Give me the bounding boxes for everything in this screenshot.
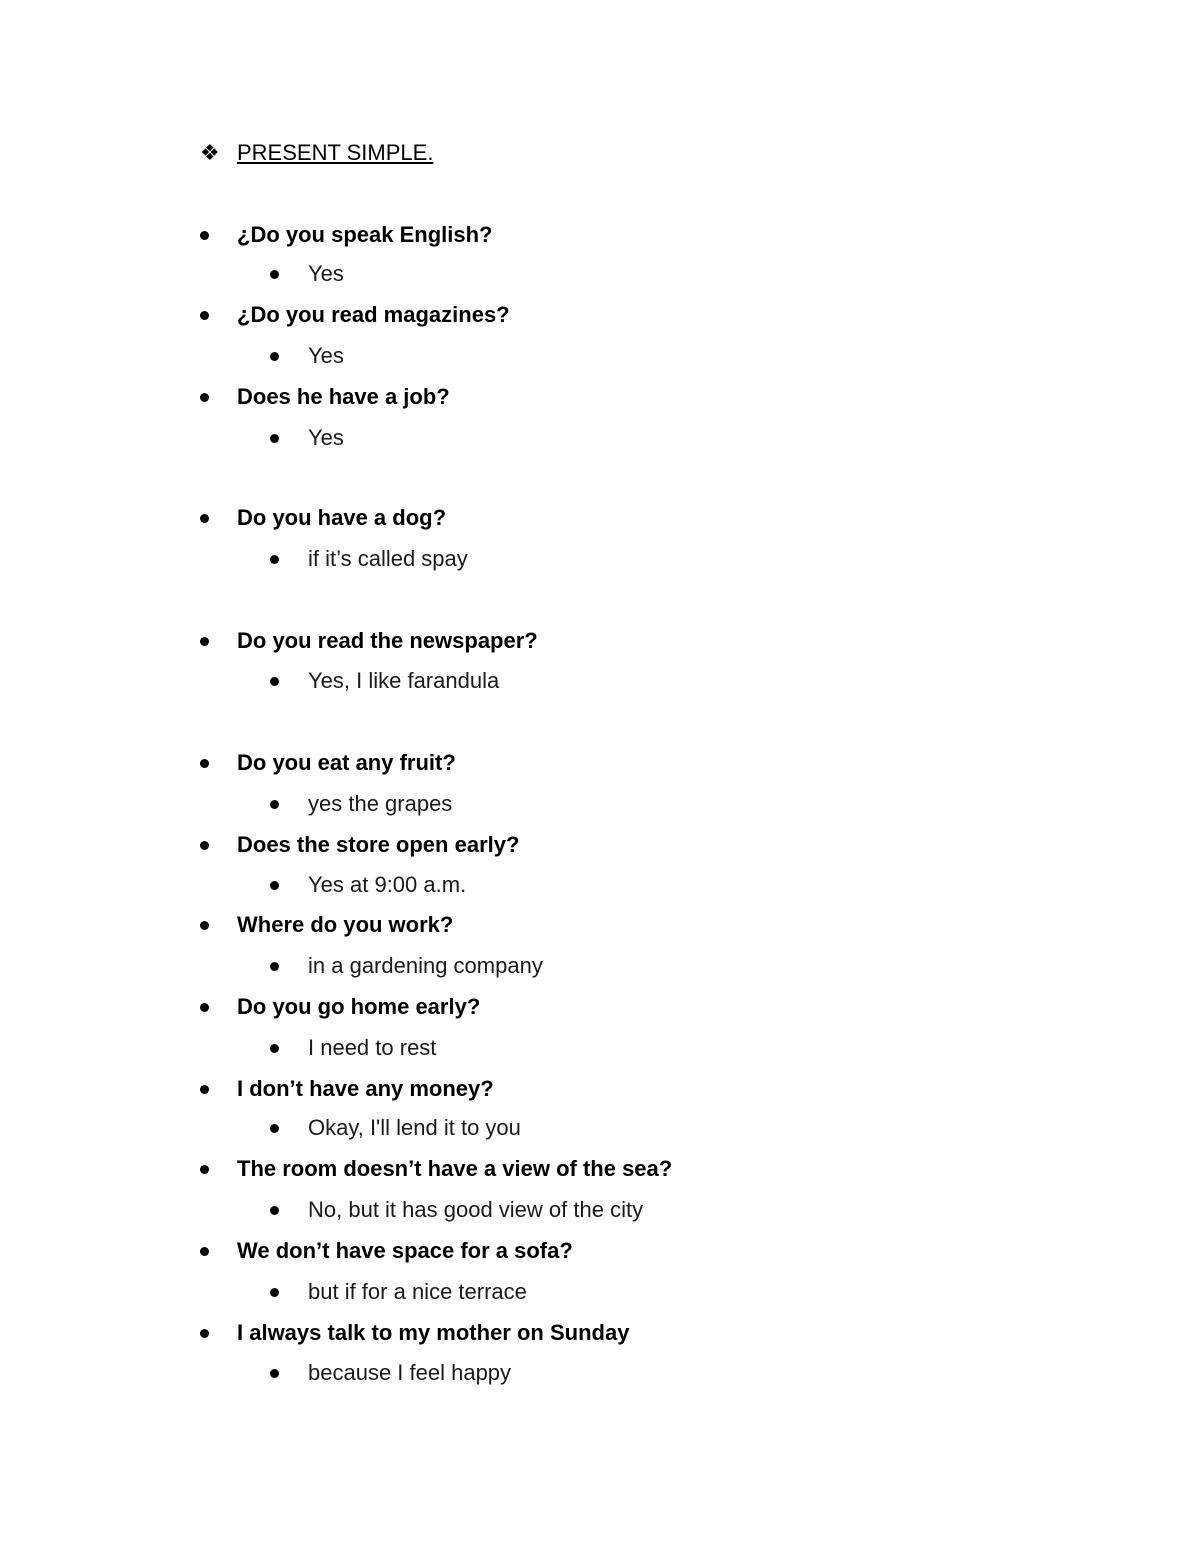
question-text: I don’t have any money?	[237, 1076, 494, 1101]
answer-text: in a gardening company	[308, 953, 543, 978]
answer-item	[270, 1195, 643, 1225]
section-heading	[200, 137, 433, 169]
bullet-icon	[270, 1124, 279, 1133]
question-item	[200, 626, 538, 656]
page-title: PRESENT SIMPLE.	[237, 140, 434, 165]
answer-item	[270, 789, 452, 819]
answer-item	[270, 1033, 436, 1063]
question-text: I always talk to my mother on Sunday	[237, 1320, 630, 1345]
diamond-bullet-icon: ❖	[200, 140, 220, 165]
bullet-icon	[200, 311, 209, 320]
question-item	[200, 220, 492, 250]
question-text: ¿Do you read magazines?	[237, 302, 510, 327]
answer-text: because I feel happy	[308, 1360, 512, 1385]
bullet-icon	[270, 1369, 279, 1378]
bullet-icon	[200, 759, 209, 768]
question-text: ¿Do you speak English?	[237, 222, 493, 247]
bullet-icon	[270, 434, 279, 443]
bullet-icon	[270, 800, 279, 809]
question-item	[200, 1154, 672, 1184]
answer-text: yes the grapes	[308, 791, 453, 816]
answer-item	[270, 1277, 527, 1307]
answer-text: I need to rest	[308, 1035, 437, 1060]
question-item	[200, 910, 453, 940]
question-item	[200, 503, 446, 533]
question-item	[200, 830, 519, 860]
bullet-icon	[270, 881, 279, 890]
bullet-icon	[200, 841, 209, 850]
bullet-icon	[270, 352, 279, 361]
question-text: Do you eat any fruit?	[237, 750, 456, 775]
question-text: Does the store open early?	[237, 832, 520, 857]
question-text: The room doesn’t have a view of the sea?	[237, 1156, 673, 1181]
bullet-icon	[200, 921, 209, 930]
answer-item	[270, 666, 499, 696]
answer-item	[270, 341, 344, 371]
question-item	[200, 748, 456, 778]
question-item	[200, 1074, 494, 1104]
bullet-icon	[200, 393, 209, 402]
bullet-icon	[270, 677, 279, 686]
answer-text: No, but it has good view of the city	[308, 1197, 644, 1222]
bullet-icon	[270, 962, 279, 971]
answer-item	[270, 1113, 521, 1143]
answer-item	[270, 951, 543, 981]
bullet-icon	[270, 1288, 279, 1297]
answer-text: Yes	[308, 261, 344, 286]
answer-text: Yes at 9:00 a.m.	[308, 872, 467, 897]
answer-text: Yes, I like farandula	[308, 668, 500, 693]
answer-text: if it’s called spay	[308, 546, 468, 571]
question-text: Do you have a dog?	[237, 505, 447, 530]
bullet-icon	[270, 1044, 279, 1053]
question-item	[200, 1318, 629, 1348]
question-text: Do you go home early?	[237, 994, 481, 1019]
bullet-icon	[200, 514, 209, 523]
question-text: Does he have a job?	[237, 384, 450, 409]
bullet-icon	[200, 231, 209, 240]
answer-item	[270, 870, 466, 900]
bullet-icon	[200, 1247, 209, 1256]
question-text: Do you read the newspaper?	[237, 628, 538, 653]
question-item	[200, 382, 450, 412]
question-item	[200, 300, 510, 330]
bullet-icon	[200, 1003, 209, 1012]
answer-item	[270, 423, 344, 453]
answer-text: but if for a nice terrace	[308, 1279, 527, 1304]
bullet-icon	[200, 637, 209, 646]
answer-text: Okay, I'll lend it to you	[308, 1115, 521, 1140]
bullet-icon	[270, 1206, 279, 1215]
answer-item	[270, 1358, 511, 1388]
bullet-icon	[200, 1165, 209, 1174]
question-text: Where do you work?	[237, 912, 454, 937]
bullet-icon	[270, 270, 279, 279]
bullet-icon	[200, 1329, 209, 1338]
question-item	[200, 1236, 573, 1266]
answer-item	[270, 544, 468, 574]
bullet-icon	[200, 1085, 209, 1094]
question-text: We don’t have space for a sofa?	[237, 1238, 573, 1263]
bullet-icon	[270, 555, 279, 564]
answer-text: Yes	[308, 343, 344, 368]
question-item	[200, 992, 480, 1022]
answer-item	[270, 259, 344, 289]
answer-text: Yes	[308, 425, 344, 450]
